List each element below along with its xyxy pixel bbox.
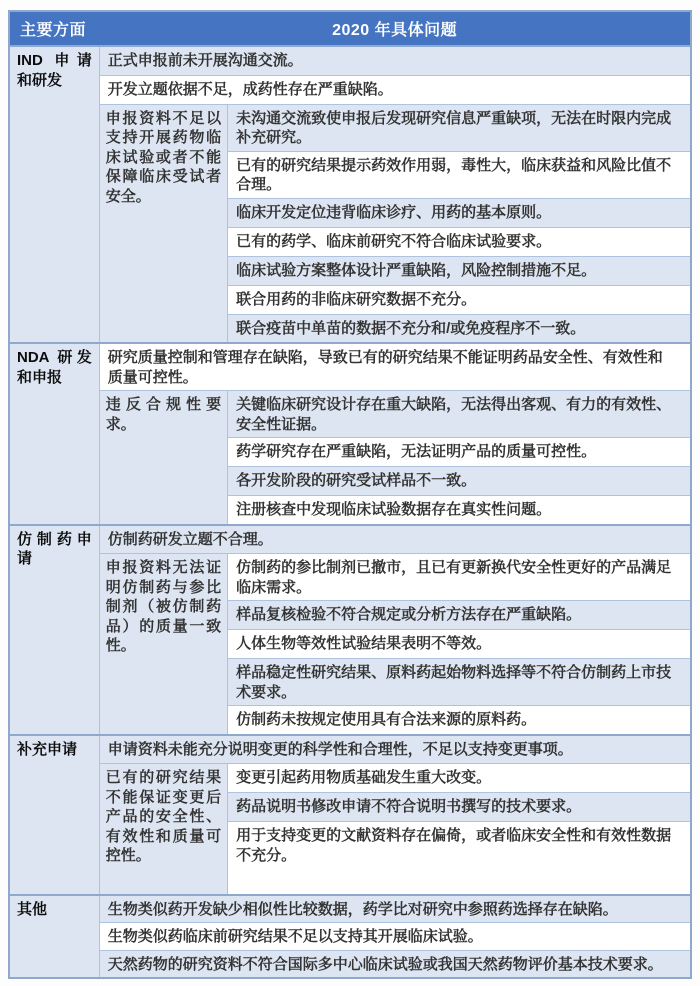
subcategory-cell: 违反合规性要求。 bbox=[99, 391, 227, 525]
issue-cell: 临床开发定位违背临床诊疗、用药的基本原则。 bbox=[228, 198, 691, 227]
category-cell-ind: IND 申请和研发 bbox=[9, 46, 99, 343]
issue-cell: 生物类似药开发缺少相似性比较数据，药学比对研究中参照药选择存在缺陷。 bbox=[99, 895, 691, 923]
issue-cell: 研究质量控制和管理存在缺陷，导致已有的研究结果不能证明药品安全性、有效性和质量可控性。 bbox=[99, 343, 691, 391]
category-cell-nda: NDA 研发和申报 bbox=[9, 343, 99, 525]
issue-cell: 天然药物的研究资料不符合国际多中心临床试验或我国天然药物评价基本技术要求。 bbox=[99, 950, 691, 978]
table-row bbox=[9, 46, 691, 75]
header-main-aspect: 主要方面 bbox=[9, 11, 99, 46]
issue-cell: 样品复核检验不符合规定或分析方法存在严重缺陷。 bbox=[228, 601, 691, 630]
subcategory-cell: 申报资料不足以支持开展药物临床试验或者不能保障临床受试者安全。 bbox=[99, 104, 227, 343]
subcategory-cell: 已有的研究结果不能保证变更后产品的安全性、有效性和质量可控性。 bbox=[99, 764, 227, 895]
issue-cell: 各开发阶段的研究受试样品不一致。 bbox=[228, 467, 691, 496]
table-row bbox=[9, 391, 691, 438]
table-row bbox=[9, 343, 691, 391]
issue-cell: 未沟通交流致使申报后发现研究信息严重缺项，无法在时限内完成补充研究。 bbox=[228, 104, 691, 151]
issue-cell: 药学研究存在严重缺陷，无法证明产品的质量可控性。 bbox=[228, 438, 691, 467]
issue-cell: 临床试验方案整体设计严重缺陷，风险控制措施不足。 bbox=[228, 256, 691, 285]
issue-cell: 仿制药的参比制剂已撤市，且已有更新换代安全性更好的产品满足临床需求。 bbox=[228, 554, 691, 601]
issue-cell: 联合疫苗中单苗的数据不充分和/或免疫程序不一致。 bbox=[228, 314, 691, 343]
header-specific-issues: 2020 年具体问题 bbox=[99, 11, 691, 46]
table-row bbox=[9, 735, 691, 764]
issue-cell: 开发立题依据不足，成药性存在严重缺陷。 bbox=[99, 75, 691, 104]
issue-cell: 变更引起药用物质基础发生重大改变。 bbox=[228, 764, 691, 793]
table-row bbox=[9, 895, 691, 923]
table-row bbox=[9, 525, 691, 554]
table-header-row bbox=[9, 11, 691, 46]
issue-cell: 关键临床研究设计存在重大缺陷，无法得出客观、有力的有效性、安全性证据。 bbox=[228, 391, 691, 438]
table-row bbox=[9, 104, 691, 151]
issue-cell: 生物类似药临床前研究结果不足以支持其开展临床试验。 bbox=[99, 923, 691, 951]
issue-cell: 申请资料未能充分说明变更的科学性和合理性，不足以支持变更事项。 bbox=[99, 735, 691, 764]
issue-cell: 仿制药未按规定使用具有合法来源的原料药。 bbox=[228, 706, 691, 735]
issue-cell: 联合用药的非临床研究数据不充分。 bbox=[228, 285, 691, 314]
issue-cell: 仿制药研发立题不合理。 bbox=[99, 525, 691, 554]
table-row bbox=[9, 923, 691, 951]
issue-cell: 正式申报前未开展沟通交流。 bbox=[99, 46, 691, 75]
subcategory-cell: 申报资料无法证明仿制药与参比制剂（被仿制药品）的质量一致性。 bbox=[99, 554, 227, 735]
review-issues-table bbox=[8, 10, 692, 979]
table-row bbox=[9, 75, 691, 104]
issue-cell: 药品说明书修改申请不符合说明书撰写的技术要求。 bbox=[228, 793, 691, 822]
category-cell-other: 其他 bbox=[9, 895, 99, 979]
issue-cell: 已有的药学、临床前研究不符合临床试验要求。 bbox=[228, 227, 691, 256]
table-row bbox=[9, 554, 691, 601]
category-cell-generic-drug: 仿制药申请 bbox=[9, 525, 99, 735]
table-row bbox=[9, 764, 691, 793]
issue-cell: 用于支持变更的文献资料存在偏倚，或者临床安全性和有效性数据不充分。 bbox=[228, 822, 691, 895]
category-cell-supplement: 补充申请 bbox=[9, 735, 99, 895]
issue-cell: 已有的研究结果提示药效作用弱，毒性大，临床获益和风险比值不合理。 bbox=[228, 151, 691, 198]
table-row bbox=[9, 950, 691, 978]
issue-cell: 注册核查中发现临床试验数据存在真实性问题。 bbox=[228, 496, 691, 525]
issue-cell: 样品稳定性研究结果、原料药起始物料选择等不符合仿制药上市技术要求。 bbox=[228, 659, 691, 706]
issue-cell: 人体生物等效性试验结果表明不等效。 bbox=[228, 630, 691, 659]
